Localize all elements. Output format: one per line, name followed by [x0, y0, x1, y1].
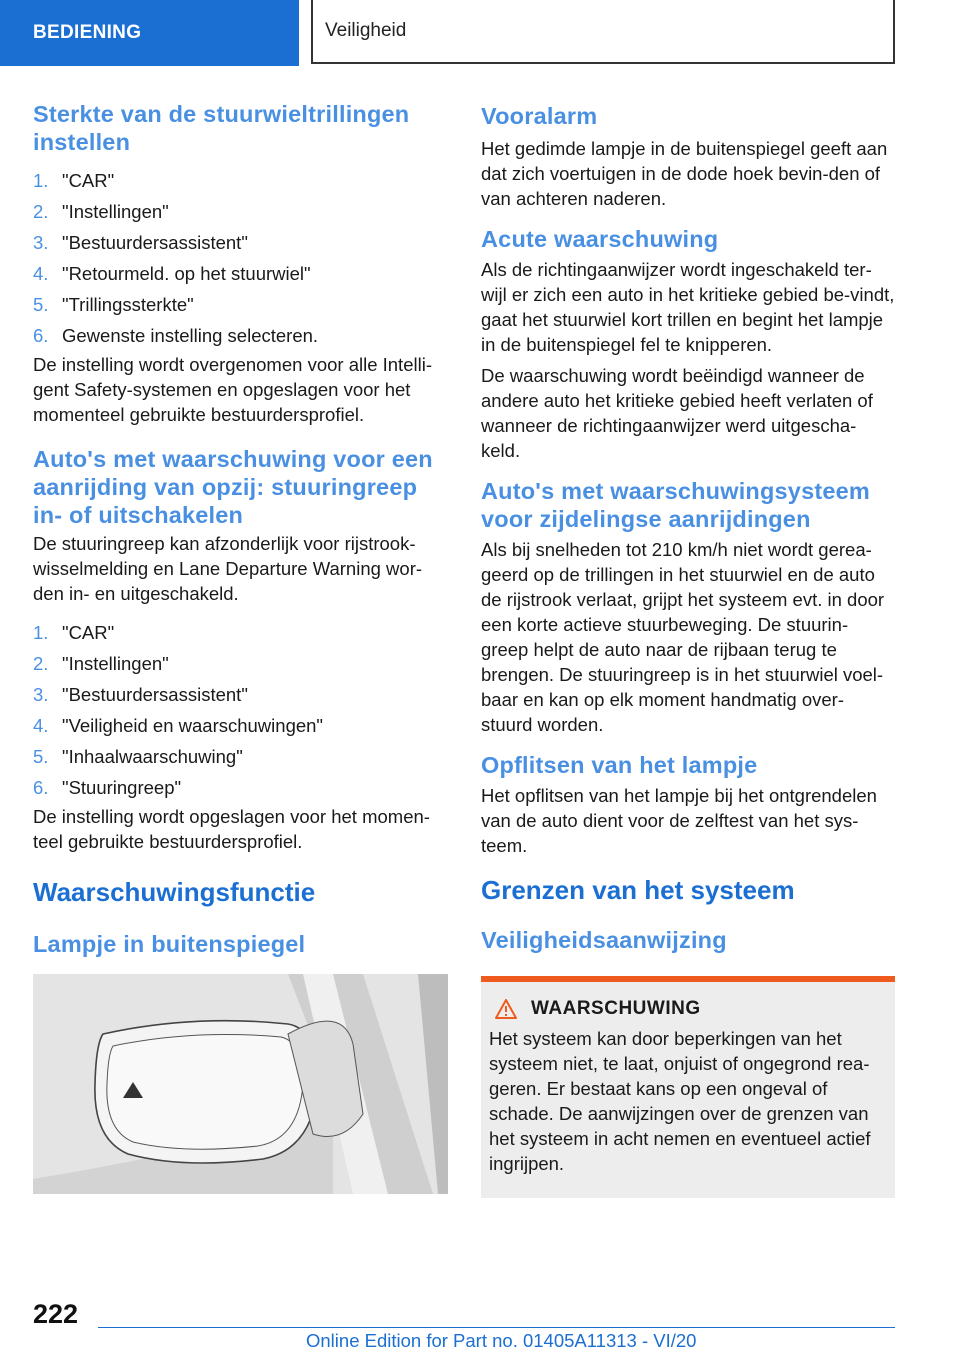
list-number: 5.: [33, 294, 49, 315]
list-text: "CAR": [62, 622, 115, 643]
heading-mirror-lamp: Lampje in buitenspiegel: [33, 931, 306, 957]
paragraph-prealarm: Het gedimde lampje in de buitenspiegel geeft aan dat zich voertuigen in de dode hoek bevin-den of van achteren naderen.: [481, 138, 888, 209]
list-text: "Inhaalwaarschuwing": [62, 746, 243, 767]
list-number: 2.: [33, 653, 49, 674]
list-text: "Bestuurdersassistent": [62, 232, 248, 253]
list-number: 1.: [33, 170, 49, 191]
list-item: [33, 744, 448, 775]
paragraph-acute-2: De waarschuwing wordt beëindigd wanneer de andere auto het kritieke gebied heeft verlaten of wanneer de richtingaanwijzer werd uitgescha-keld.: [481, 365, 873, 461]
paragraph-acute-1: Als de richtingaanwijzer wordt ingeschakeld ter-wijl er zich een auto in het kritieke gebied be-vindt, gaat het stuurwiel kort trillen en begint het lampje in de buitenspiegel fel te knipperen.: [481, 259, 895, 355]
list-number: 3.: [33, 232, 49, 253]
list-text: "Veiligheid en waarschuwingen": [62, 715, 323, 736]
heading-lamp-flash: Opflitsen van het lampje: [481, 752, 758, 778]
heading-warning-function: Waarschuwingsfunctie: [33, 877, 316, 907]
list-text: Gewenste instelling selecteren.: [62, 325, 319, 346]
page-number: 222: [33, 1299, 79, 1329]
heading-system-limits: Grenzen van het systeem: [481, 875, 795, 905]
warning-text: Het systeem kan door beperkingen van het systeem niet, te laat, onjuist of ongegrond rea-geren. Er bestaat kans op een ongeval of schade. De aanwijzingen over de grenzen van het systeem in acht nemen en eventueel actief ingrijpen.: [489, 1028, 871, 1174]
paragraph-steering-intro: De stuuringreep kan afzonderlijk voor rijstrook-wisselmelding en Lane Departure Warning wor-den in- en uitgeschakeld.: [33, 533, 423, 604]
heading-acute-warning: Acute waarschuwing: [481, 226, 719, 252]
list-text: "Instellingen": [62, 653, 169, 674]
footer-divider: [98, 1327, 895, 1328]
subsection-tab: [311, 0, 895, 64]
right-column: [481, 100, 895, 1198]
list-item: [33, 168, 448, 199]
list-text: "Bestuurdersassistent": [62, 684, 248, 705]
heading-side-collision: Auto's met waarschuwingsysteem voor zijdelingse aanrijdingen: [481, 478, 871, 532]
subsection-title: Veiligheid: [325, 20, 407, 41]
list-item: [33, 651, 448, 682]
list-item: [33, 620, 448, 651]
paragraph-lamp-flash: Het opflitsen van het lampje bij het ontgrendelen van de auto dient voor de zelftest van het sys-teem.: [481, 785, 877, 856]
list-item: [33, 261, 448, 292]
list-number: 2.: [33, 201, 49, 222]
steps-list-2: [33, 620, 448, 806]
list-item: [33, 323, 448, 354]
list-text: "Retourmeld. op het stuurwiel": [62, 263, 311, 284]
heading-steering-intervention: Auto's met waarschuwing voor een aanrijding van opzij: stuuringreep in- of uitschakelen: [33, 446, 433, 528]
paragraph-vibration-note: De instelling wordt overgenomen voor alle Intelli-gent Safety-systemen en opgeslagen voor het momenteel gebruikte bestuurdersprofiel.: [33, 354, 432, 425]
list-number: 4.: [33, 715, 49, 736]
list-number: 3.: [33, 684, 49, 705]
list-item: [33, 292, 448, 323]
heading-prealarm: Vooralarm: [481, 103, 598, 129]
edition-note: Online Edition for Part no. 01405A11313 - VI/20: [306, 1330, 697, 1351]
warning-header: [489, 998, 887, 1020]
steps-list-1: [33, 168, 448, 354]
list-number: 4.: [33, 263, 49, 284]
list-number: 6.: [33, 777, 49, 798]
list-text: "Stuuringreep": [62, 777, 182, 798]
heading-safety-note: Veiligheidsaanwijzing: [481, 927, 727, 953]
list-number: 5.: [33, 746, 49, 767]
list-item: [33, 713, 448, 744]
list-number: 1.: [33, 622, 49, 643]
side-mirror-image: [33, 974, 448, 1194]
section-title: BEDIENING: [33, 22, 142, 43]
warning-box: [481, 982, 895, 1198]
list-item: [33, 682, 448, 713]
paragraph-side-collision: Als bij snelheden tot 210 km/h niet wordt gerea-geerd op de trillingen in het stuurwiel en de auto de rijstrook verlaat, grijpt het systeem evt. in door een korte actieve stuurbeweging. De stuurin-greep helpt de auto naar de rijbaan terug te brengen. De stuuringreep is in het stuurwiel voel-baar en kan op elk moment handmatig over-stuurd worden.: [481, 539, 885, 735]
section-tab: [0, 0, 299, 66]
left-column: [33, 100, 448, 1194]
list-item: [33, 775, 448, 806]
warning-title: WAARSCHUWING: [531, 998, 701, 1019]
list-text: "Instellingen": [62, 201, 169, 222]
paragraph-steering-note: De instelling wordt opgeslagen voor het momen-teel gebruikte bestuurdersprofiel.: [33, 806, 430, 852]
list-number: 6.: [33, 325, 49, 346]
mirror-illustration: [33, 974, 448, 1194]
list-item: [33, 230, 448, 261]
warning-triangle-icon: [495, 999, 517, 1019]
list-item: [33, 199, 448, 230]
list-text: "Trillingssterkte": [62, 294, 194, 315]
heading-vibration-strength: Sterkte van de stuurwieltrillingen instellen: [33, 101, 410, 155]
list-text: "CAR": [62, 170, 115, 191]
warning-block: [481, 976, 895, 1198]
